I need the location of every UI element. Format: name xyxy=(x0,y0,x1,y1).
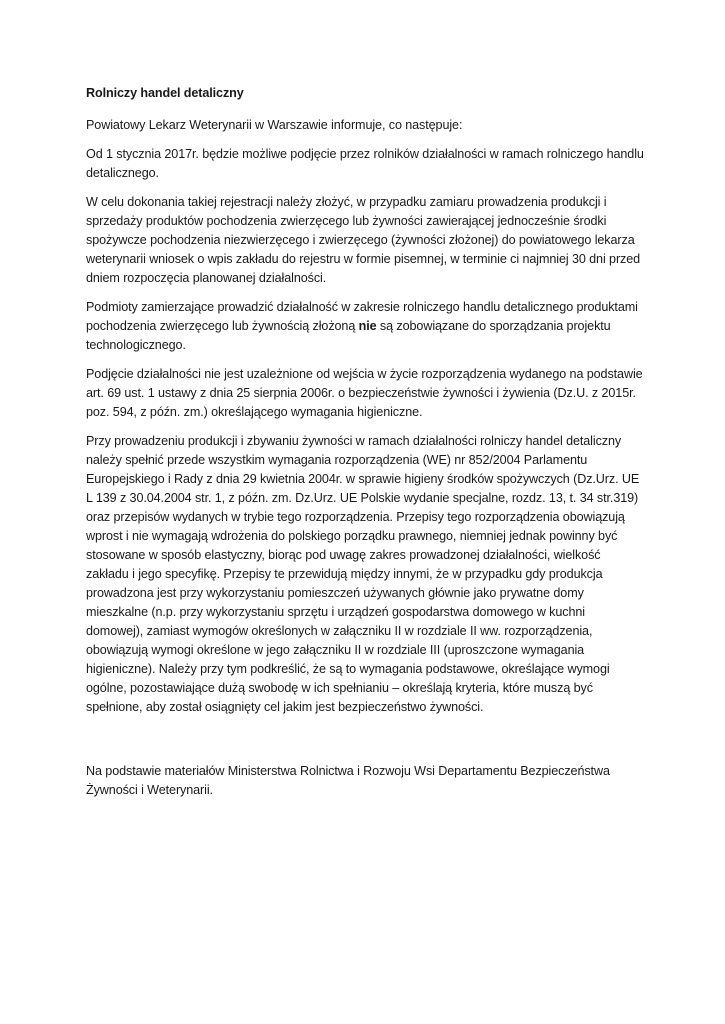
paragraph-regulation: Podjęcie działalności nie jest uzależnione od wejścia w życie rozporządzenia wydanego na podstawie art. 69 ust. 1 ustawy z dnia 25 sierpnia 2006r. o bezpieczeństwie żywności i żywienia (Dz.U. z 2015r. poz. 594, z późn. zm.) określającego wymagania higieniczne. xyxy=(86,367,643,419)
document-title: Rolniczy handel detaliczny xyxy=(86,86,244,100)
p4-text-before: Podmioty zamierzające prowadzić działalność w zakresie rolniczego handlu detalicznego produktami pochodzenia zwierzęcego lub żywnością złożoną xyxy=(86,300,638,333)
paragraph-registration: W celu dokonania takiej rejestracji należy złożyć, w przypadku zamiaru prowadzenia produkcji i sprzedaży produktów pochodzenia zwierzęcego lub żywności zawierającej jednocześnie środki spożywcze pochodzenia niezwierzęcego i zwierzęcego (żywności złożonej) do powiatowego lekarza weterynarii wniosek o wpis zakładu do rejestru w formie pisemnej, w terminie ci najmniej 30 dni przed dniem rozpoczęcia planowanej działalności. xyxy=(86,195,641,285)
paragraph-technological-project xyxy=(86,298,644,355)
p4-bold-word: nie xyxy=(358,319,377,333)
document-page xyxy=(86,84,644,810)
paragraph-intro: Powiatowy Lekarz Weterynarii w Warszawie informuje, co następuje: xyxy=(86,118,463,132)
paragraph-start-date: Od 1 stycznia 2017r. będzie możliwe podjęcie przez rolników działalności w ramach rolniczego handlu detalicznego. xyxy=(86,147,644,180)
p4-text-after: są zobowiązane do sporządzania projektu technologicznego. xyxy=(86,319,611,352)
paragraph-hygiene-requirements: Przy prowadzeniu produkcji i zbywaniu żywności w ramach działalności rolniczy handel detaliczny należy spełnić przede wszystkim wymagania rozporządzenia (WE) nr 852/2004 Parlamentu Europejskiego i Rady z dnia 29 kwietnia 2004r. w sprawie higieny środków spożywczych (Dz.Urz. UE L 139 z 30.04.2004 str. 1, z późn. zm. Dz.Urz. UE Polskie wydanie specjalne, rozdz. 13, t. 34 str.319) oraz przepisów wydanych w trybie tego rozporządzenia. Przepisy tego rozporządzenia obowiązują wprost i nie wymagają wdrożenia do polskiego porządku prawnego, niemniej jednak powinny być stosowane w sposób elastyczny, biorąc pod uwagę zakres prowadzonej działalności, wielkość zakładu i jego specyfikę. Przepisy te przewidują między innymi, że w przypadku gdy produkcja prowadzona jest przy wykorzystaniu pomieszczeń używanych głównie jako prywatne domy mieszkalne (n.p. przy wykorzystaniu sprzętu i urządzeń gospodarstwa domowego w kuchni domowej), zamiast wymogów określonych w załączniku II w rozdziale II ww. rozporządzenia, obowiązują wymogi określone w jego załączniku II w rozdziale III (uproszczone wymagania higieniczne). Należy przy tym podkreślić, że są to wymagania podstawowe, określające wymogi ogólne, pozostawiające dużą swobodę w ich spełnianiu – określają kryteria, które muszą być spełnione, aby został osiągnięty cel jakim jest bezpieczeństwo żywności. xyxy=(86,434,640,714)
paragraph-source: Na podstawie materiałów Ministerstwa Rolnictwa i Rozwoju Wsi Departamentu Bezpieczeństwa Żywności i Weterynarii. xyxy=(86,764,610,797)
